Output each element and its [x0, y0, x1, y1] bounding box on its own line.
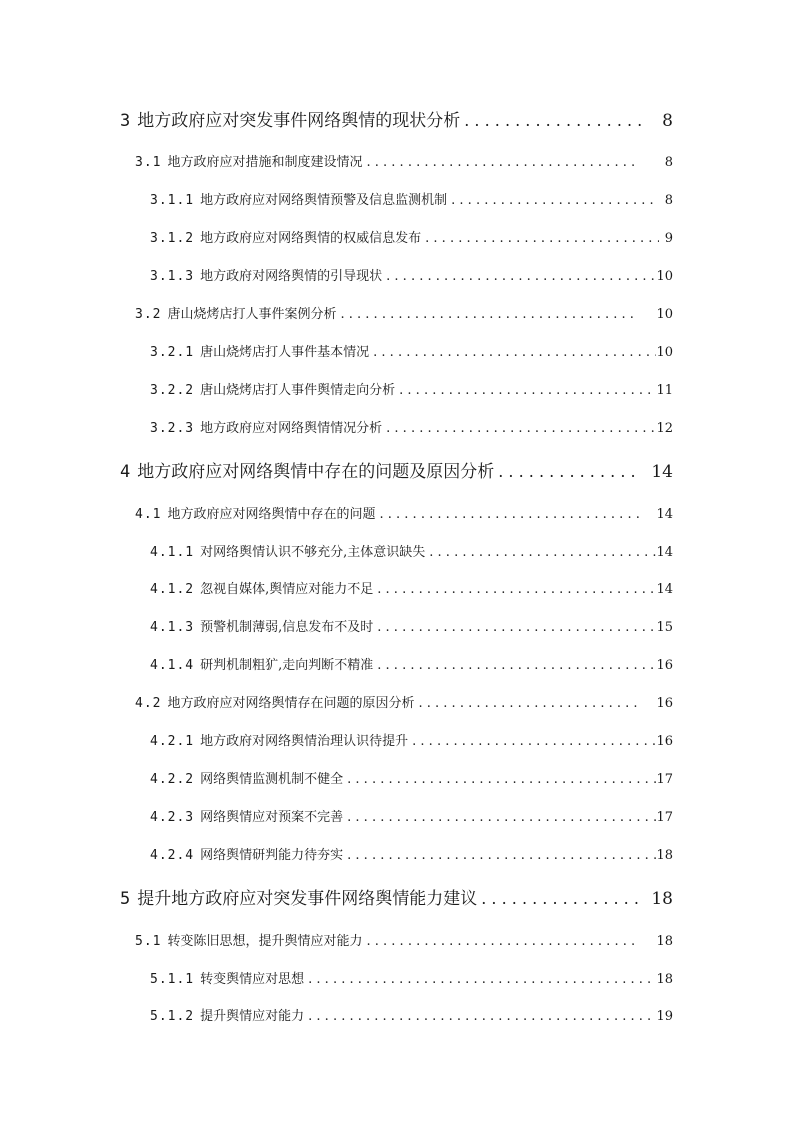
- section-number: 3.2.2: [150, 383, 195, 398]
- section-title: 地方政府对网络舆情治理认识待提升: [200, 734, 409, 749]
- section-number: 5: [120, 889, 132, 909]
- dot-leader: [382, 269, 656, 284]
- toc-entry[interactable]: [150, 265, 673, 284]
- section-title: 地方政府应对网络舆情情况分析: [200, 421, 383, 436]
- page-number: 15: [656, 620, 673, 635]
- section-number: 4: [120, 462, 132, 482]
- page-number: 16: [656, 734, 673, 749]
- page-number: 9: [664, 231, 673, 246]
- section-title: 地方政府应对网络舆情预警及信息监测机制: [200, 193, 448, 208]
- dot-leader: [376, 507, 640, 522]
- section-number: 3.1.1: [150, 193, 195, 208]
- toc-entry[interactable]: [120, 884, 673, 909]
- section-number: 5.1.1: [150, 972, 195, 987]
- toc-entry[interactable]: [150, 379, 673, 398]
- section-title: 研判机制粗犷,走向判断不精准: [200, 658, 374, 673]
- dot-leader: [477, 889, 641, 908]
- page-number: 17: [656, 810, 673, 825]
- section-title: 忽视自媒体,舆情应对能力不足: [200, 582, 374, 597]
- dot-leader: [421, 231, 659, 246]
- section-title: 转变舆情应对思想: [200, 972, 305, 987]
- section-title: 地方政府应对突发事件网络舆情的现状分析: [137, 111, 461, 131]
- toc-entry[interactable]: [150, 189, 673, 208]
- toc-entry[interactable]: [150, 341, 673, 360]
- page-number: 11: [656, 383, 673, 398]
- dot-leader: [395, 383, 656, 398]
- toc-entry[interactable]: [150, 806, 673, 825]
- section-number: 3: [120, 111, 132, 131]
- dot-leader: [447, 193, 659, 208]
- section-number: 4.2: [135, 696, 162, 711]
- page-number: 8: [664, 155, 673, 170]
- section-title: 网络舆情监测机制不健全: [200, 772, 344, 787]
- dot-leader: [304, 972, 656, 987]
- section-title: 地方政府应对网络舆情的权威信息发布: [200, 231, 422, 246]
- section-number: 3.2.1: [150, 345, 195, 360]
- dot-leader: [408, 734, 656, 749]
- section-number: 4.1.3: [150, 620, 195, 635]
- page-number: 8: [664, 193, 673, 208]
- dot-leader: [304, 1009, 656, 1024]
- dot-leader: [337, 307, 640, 322]
- page-number: 12: [656, 421, 673, 436]
- toc-entry[interactable]: [150, 968, 673, 987]
- section-title: 地方政府应对网络舆情中存在的问题及原因分析: [137, 462, 495, 482]
- page-number: 14: [656, 582, 673, 597]
- toc-entry[interactable]: [135, 151, 673, 170]
- page-number: 18: [651, 889, 673, 909]
- page-number: 14: [651, 462, 673, 482]
- section-title: 地方政府对网络舆情的引导现状: [200, 269, 383, 284]
- section-number: 4.1.1: [150, 545, 195, 560]
- dot-leader: [373, 658, 656, 673]
- dot-leader: [343, 772, 656, 787]
- section-number: 3.1.2: [150, 231, 195, 246]
- toc-entry[interactable]: [150, 844, 673, 863]
- dot-leader: [373, 582, 656, 597]
- section-number: 4.1.4: [150, 658, 195, 673]
- page-number: 18: [656, 934, 673, 949]
- section-title: 地方政府应对网络舆情中存在的问题: [167, 507, 376, 522]
- section-number: 4.2.2: [150, 772, 195, 787]
- section-title: 地方政府应对网络舆情存在问题的原因分析: [167, 696, 415, 711]
- section-number: 4.2.3: [150, 810, 195, 825]
- section-title: 网络舆情应对预案不完善: [200, 810, 344, 825]
- page-number: 16: [656, 658, 673, 673]
- dot-leader: [363, 934, 640, 949]
- toc-entry[interactable]: [150, 1005, 673, 1024]
- dot-leader: [373, 620, 656, 635]
- section-title: 转变陈旧思想，提升舆情应对能力: [167, 934, 363, 949]
- toc-entry[interactable]: [150, 654, 673, 673]
- page-number: 19: [656, 1009, 673, 1024]
- section-number: 4.2.4: [150, 848, 195, 863]
- page-number: 14: [656, 507, 673, 522]
- section-title: 唐山烧烤店打人事件舆情走向分析: [200, 383, 396, 398]
- page-number: 17: [656, 772, 673, 787]
- section-title: 地方政府应对措施和制度建设情况: [167, 155, 363, 170]
- dot-leader: [425, 545, 656, 560]
- section-number: 4.2.1: [150, 734, 195, 749]
- toc-entry[interactable]: [150, 578, 673, 597]
- toc-entry[interactable]: [135, 930, 673, 949]
- section-number: 5.1.2: [150, 1009, 195, 1024]
- dot-leader: [369, 345, 656, 360]
- dot-leader: [460, 111, 641, 130]
- section-number: 3.2: [135, 307, 162, 322]
- section-number: 3.1.3: [150, 269, 195, 284]
- toc-entry[interactable]: [135, 503, 673, 522]
- page-number: 10: [656, 345, 673, 360]
- page-number: 18: [656, 972, 673, 987]
- dot-leader: [343, 810, 656, 825]
- toc-entry[interactable]: [150, 541, 673, 560]
- toc-entry[interactable]: [150, 768, 673, 787]
- section-number: 4.1: [135, 507, 162, 522]
- page-number: 14: [656, 545, 673, 560]
- section-title: 提升舆情应对能力: [200, 1009, 305, 1024]
- page-number: 18: [656, 848, 673, 863]
- toc-entry[interactable]: [150, 616, 673, 635]
- section-title: 对网络舆情认识不够充分,主体意识缺失: [200, 545, 426, 560]
- page-number: 16: [656, 696, 673, 711]
- page-number: 8: [662, 111, 673, 131]
- dot-leader: [494, 462, 641, 481]
- dot-leader: [382, 421, 656, 436]
- toc-entry[interactable]: [150, 730, 673, 749]
- section-number: 3.1: [135, 155, 162, 170]
- section-number: 5.1: [135, 934, 162, 949]
- toc-entry[interactable]: [150, 417, 673, 436]
- section-title: 唐山烧烤店打人事件案例分析: [167, 307, 337, 322]
- toc-entry[interactable]: [120, 106, 673, 131]
- dot-leader: [415, 696, 640, 711]
- toc-entry[interactable]: [135, 303, 673, 322]
- section-number: 4.1.2: [150, 582, 195, 597]
- toc-entry[interactable]: [150, 227, 673, 246]
- dot-leader: [343, 848, 656, 863]
- section-title: 网络舆情研判能力待夯实: [200, 848, 344, 863]
- toc-entry[interactable]: [120, 457, 673, 482]
- toc-entry[interactable]: [135, 692, 673, 711]
- section-number: 3.2.3: [150, 421, 195, 436]
- page-number: 10: [656, 269, 673, 284]
- page-number: 10: [656, 307, 673, 322]
- section-title: 唐山烧烤店打人事件基本情况: [200, 345, 370, 360]
- section-title: 提升地方政府应对突发事件网络舆情能力建议: [137, 889, 478, 909]
- dot-leader: [363, 155, 640, 170]
- section-title: 预警机制薄弱,信息发布不及时: [200, 620, 374, 635]
